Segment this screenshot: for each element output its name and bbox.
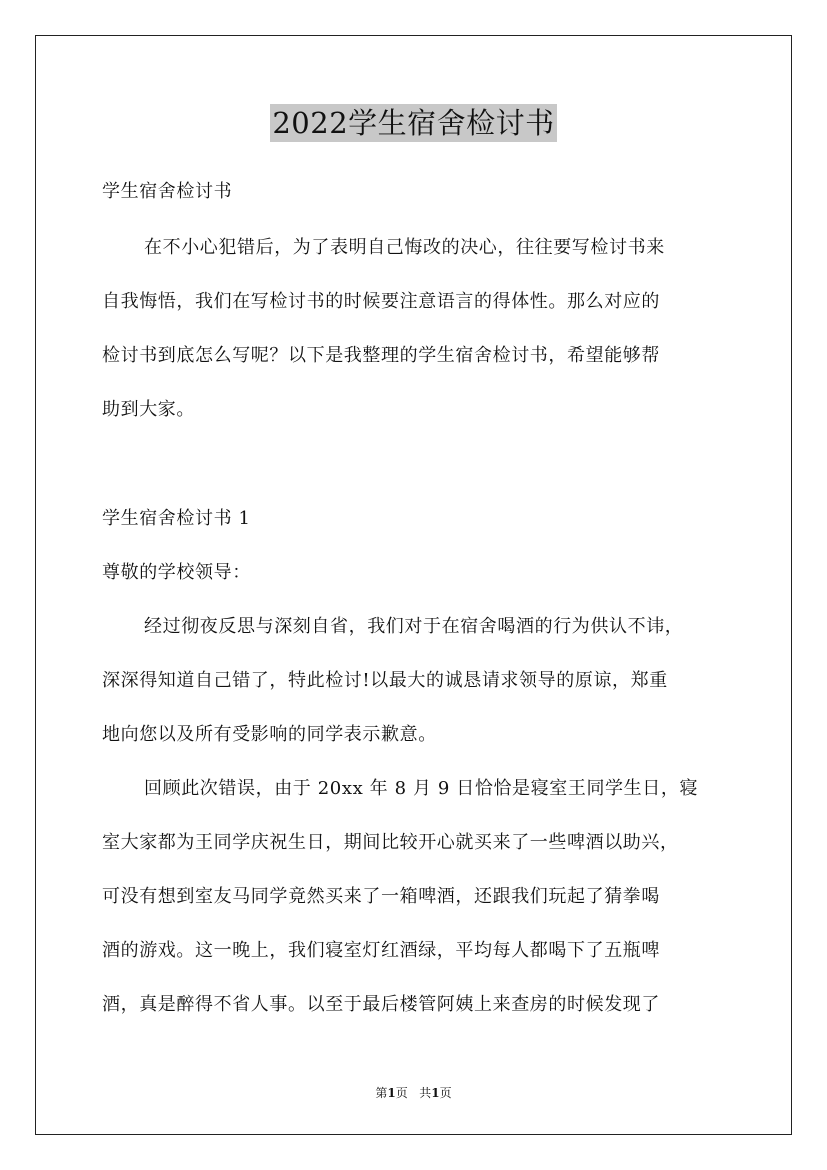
paragraph-line: 酒的游戏。这一晚上，我们寝室灯红酒绿，平均每人都喝下了五瓶啤: [102, 940, 660, 961]
paragraph-line: 经过彻夜反思与深刻自省，我们对于在宿舍喝酒的行为供认不讳，: [144, 616, 684, 637]
paragraph-line: 酒，真是醉得不省人事。以至于最后楼管阿姨上来查房的时候发现了: [102, 994, 660, 1015]
salutation: 尊敬的学校领导：: [102, 562, 251, 583]
section-heading: 学生宿舍检讨书: [102, 181, 233, 202]
paragraph-line: 检讨书到底怎么写呢？以下是我整理的学生宿舍检讨书，希望能够帮: [102, 345, 660, 366]
footer-prefix: 第: [375, 1086, 388, 1100]
section-heading: 学生宿舍检讨书 1: [102, 508, 251, 529]
page-footer: [0, 1085, 827, 1101]
paragraph-line: 助到大家。: [102, 399, 195, 420]
footer-suffix: 页: [439, 1086, 452, 1100]
paragraph-line: 在不小心犯错后，为了表明自己悔改的决心，往往要写检讨书来: [144, 237, 665, 258]
document-title: 2022学生宿舍检讨书: [272, 106, 555, 140]
paragraph-line: 深深得知道自己错了，特此检讨!以最大的诚恳请求领导的原谅，郑重: [102, 670, 668, 691]
paragraph-line: 室大家都为王同学庆祝生日，期间比较开心就买来了一些啤酒以助兴，: [102, 832, 679, 853]
paragraph-line: 回顾此次错误，由于 20xx 年 8 月 9 日恰恰是寝室王同学生日，寝: [144, 778, 699, 799]
paragraph-line: 自我悔悟，我们在写检讨书的时候要注意语言的得体性。那么对应的: [102, 291, 660, 312]
paragraph-line: 可没有想到室友马同学竟然买来了一箱啤酒，还跟我们玩起了猜拳喝: [102, 886, 660, 907]
title-container: [0, 104, 827, 142]
paragraph-line: 地向您以及所有受影响的同学表示歉意。: [102, 724, 437, 745]
current-page-number: 1: [387, 1086, 396, 1100]
total-page-number: 1: [431, 1086, 440, 1100]
footer-mid: 页 共: [395, 1086, 432, 1100]
